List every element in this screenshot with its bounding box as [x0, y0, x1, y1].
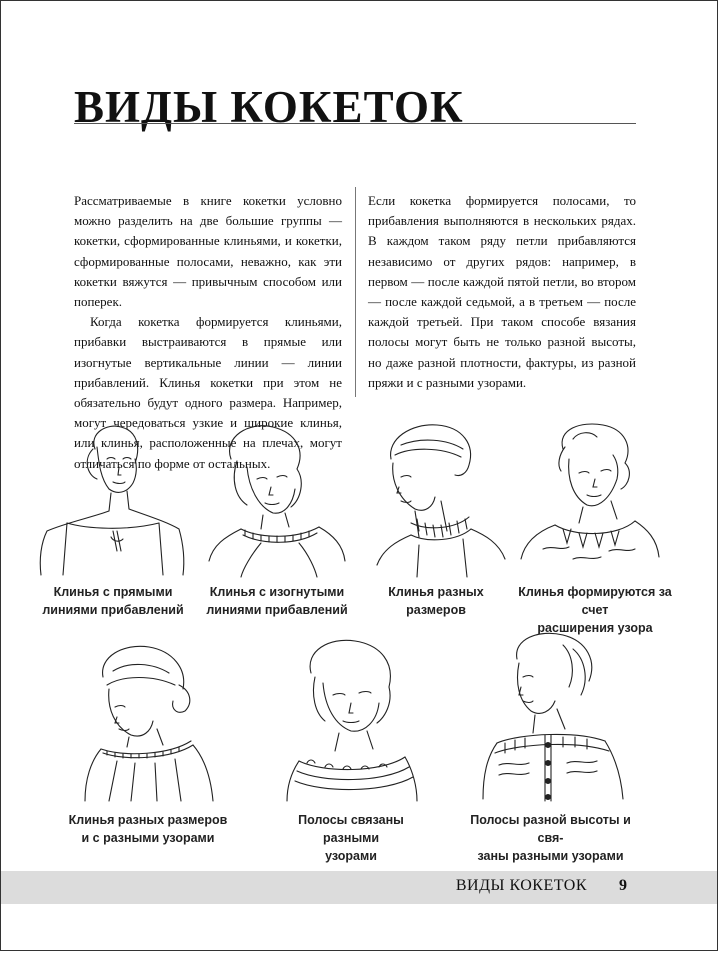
woman-curved-raglan-yoke-drawing [201, 419, 351, 579]
figure-3-caption: Клинья разных размеров [388, 585, 484, 617]
right-text-column [368, 191, 636, 393]
woman-high-neck-yoke-drawing [371, 419, 511, 579]
woman-lace-yoke-drawing [513, 419, 663, 579]
left-paragraph-2: Когда кокетка формируется клиньями, прибавки выстраиваются в прямые или изогнутые вертикальные линии — линии прибавлений. Клинья кокетки при этом не обязательно будут одного размера. Например, могут чередоваться узкие и широкие клинья, или клинья, расположенные на плечах, могут отличаться по форме от остальных. [74, 314, 342, 471]
woman-cardigan-yoke-drawing [477, 629, 627, 804]
running-title: ВИДЫ КОКЕТОК [455, 877, 587, 894]
page-number: 9 [619, 877, 627, 894]
right-paragraph-1: Если кокетка формируется полосами, то прибавления выполняются в нескольких рядах. В каждом таком ряду петли прибавляются независимо от других рядов: например, в первом — после каждой пятой петли, во втором — после каждой седьмой, а в третьем — после каждой третьей. При таком способе вязания полосы могут быть не только разной высоты, но даже разной плотности, фактуры, из разной пряжи и с разными узорами. [368, 193, 636, 390]
column-divider [355, 187, 356, 397]
figure-7-illustration [477, 629, 627, 804]
figure-4-illustration [513, 419, 663, 579]
left-paragraph-1: Рассматриваемые в книге кокетки условно можно разделить на две большие группы — кокетки, сформированные клиньями, и кокетки, сформированные полосами, неважно, как эти кокетки вяжутся — привычным способом или поперек. [74, 193, 342, 310]
woman-mixed-wedge-yoke-drawing [73, 641, 223, 806]
figure-1-illustration [37, 419, 187, 579]
figure-2-illustration [201, 419, 351, 579]
page-title: ВИДЫ КОКЕТОК [74, 82, 464, 132]
figure-1-caption: Клинья с прямыми линиями прибавлений [42, 585, 184, 617]
woman-straight-raglan-yoke-drawing [37, 419, 187, 579]
figure-3-illustration [371, 419, 511, 579]
figure-4-caption: Клинья формируются за счет расширения узора [518, 585, 672, 635]
figure-5-illustration [73, 641, 223, 806]
woman-striped-yoke-drawing [281, 633, 421, 803]
page-footer-bar [1, 871, 718, 904]
figure-7-caption: Полосы разной высоты и свя- заны разными узорами [470, 813, 631, 863]
title-underline [74, 123, 636, 124]
figure-5-caption: Клинья разных размеров и с разными узорами [68, 813, 228, 845]
figure-6-illustration [281, 633, 421, 803]
figure-6-caption: Полосы связаны разными узорами [298, 813, 404, 863]
figure-2-caption: Клинья с изогнутыми линиями прибавлений [206, 585, 348, 617]
